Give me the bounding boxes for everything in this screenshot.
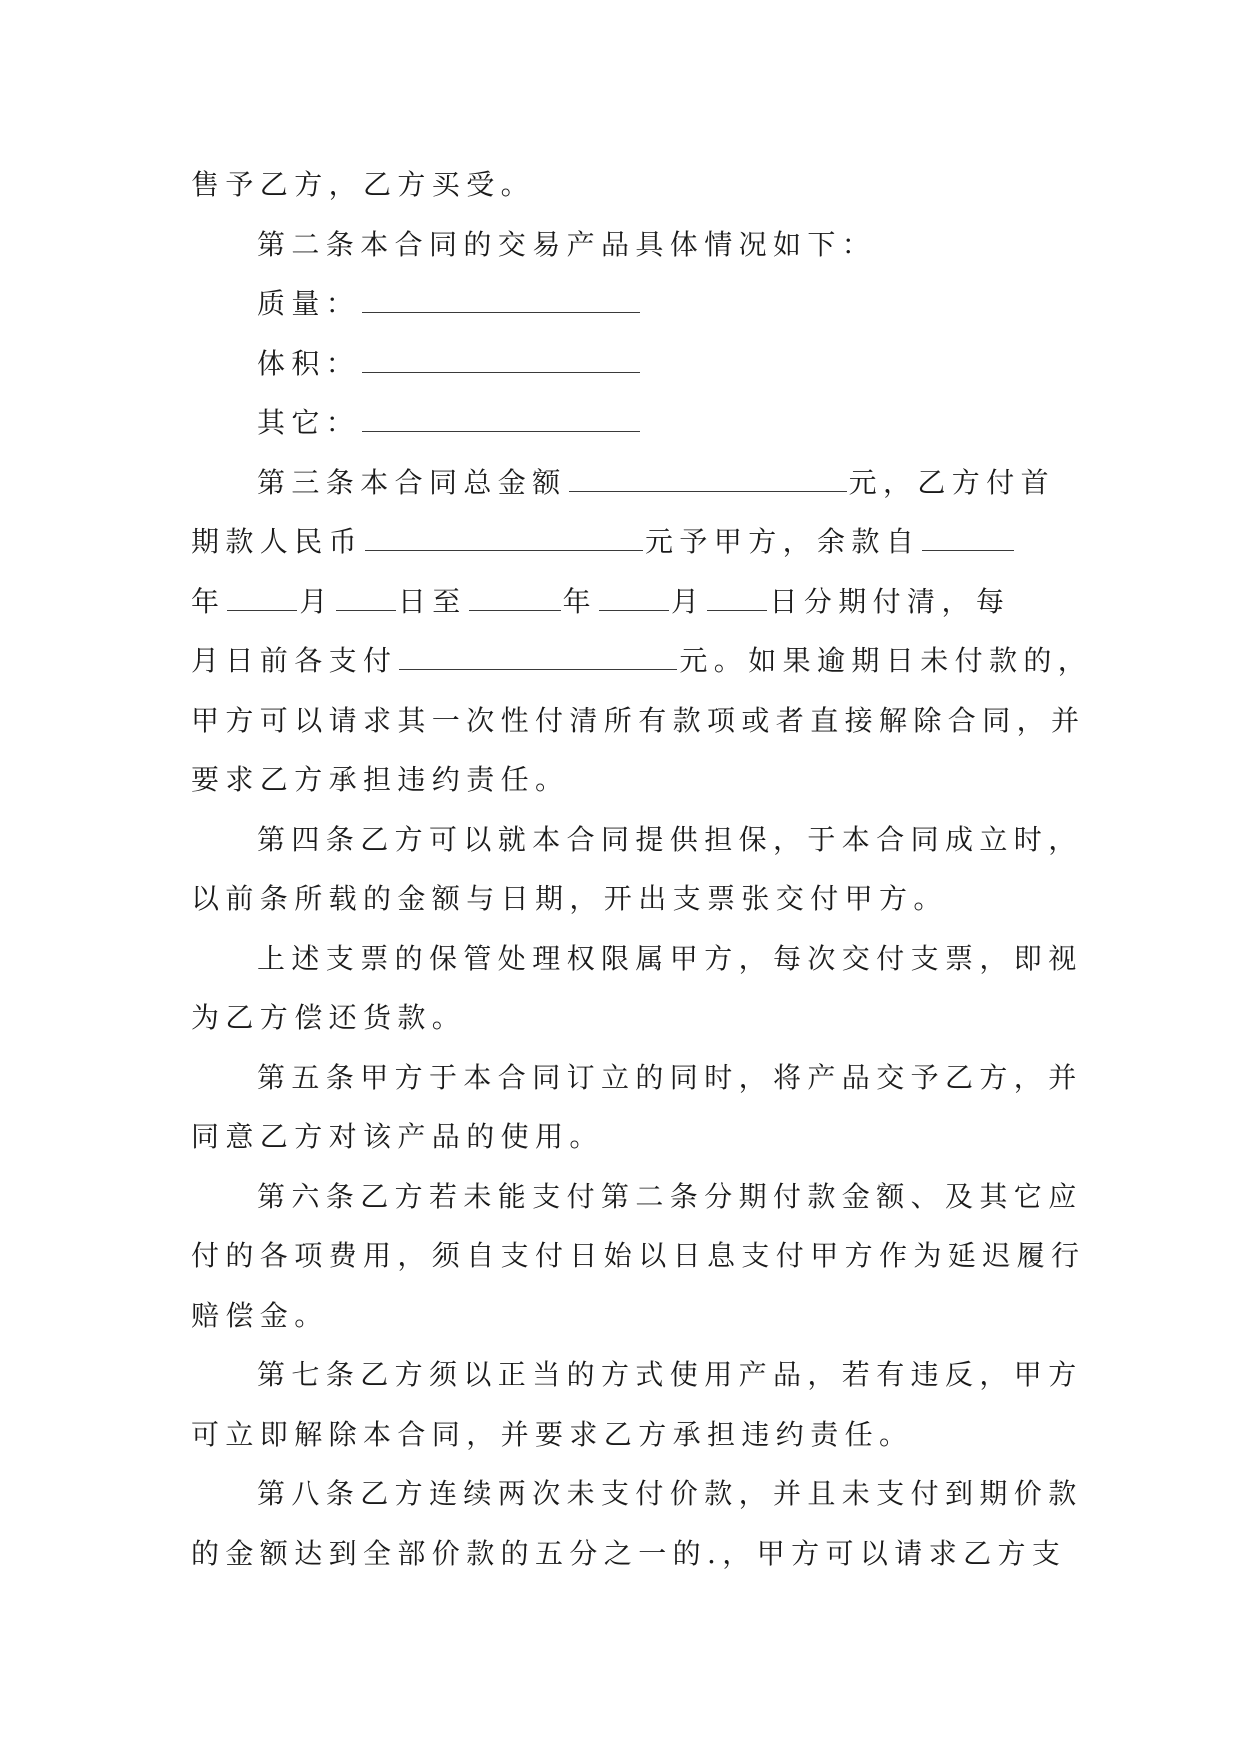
text: 元。如果逾期日未付款的， (679, 644, 1093, 677)
field-label: 其它： (257, 406, 361, 439)
text: 第四条乙方可以就本合同提供担保，于本合同成立时， (257, 822, 1083, 856)
clause-3-line-1 (191, 453, 1056, 513)
text-line (191, 1524, 1067, 1584)
fill-blank (362, 407, 640, 432)
text: 售予乙方，乙方买受。 (191, 168, 536, 201)
field-other (191, 393, 1051, 453)
fill-blank (469, 586, 561, 611)
clause-6-line-1 (191, 1167, 1083, 1227)
field-quality (191, 274, 1051, 334)
field-label: 体积： (257, 346, 361, 380)
text: 年 (191, 584, 226, 618)
text: 日至 (397, 584, 467, 618)
text: 为乙方偿还货款。 (191, 1001, 467, 1034)
text: 可立即解除本合同，并要求乙方承担违约责任。 (191, 1417, 914, 1451)
text-line (191, 1286, 1051, 1346)
text-line (191, 1405, 1051, 1465)
document-body (191, 155, 1093, 1583)
clause-3-line-4 (191, 631, 1093, 691)
text: 日分期付清，每 (769, 584, 1011, 618)
text: 期款人民币 (191, 525, 364, 558)
fill-blank (336, 586, 396, 611)
text: 第三条本合同总金额 (257, 465, 567, 499)
fill-blank (569, 467, 847, 492)
fill-blank (399, 645, 677, 670)
clause-2-heading (191, 215, 1051, 275)
paragraph-line (191, 929, 1083, 989)
fill-blank (599, 586, 669, 611)
clause-8-line-1 (191, 1464, 1083, 1524)
text: 以前条所载的金额与日期，开出支票张交付甲方。 (191, 882, 948, 915)
fill-blank (707, 586, 767, 611)
text: 元，乙方付首 (848, 465, 1056, 499)
text: 第八条乙方连续两次未支付价款，并且未支付到期价款 (257, 1477, 1083, 1510)
clause-3-line-2 (191, 512, 1051, 572)
text: 年 (562, 584, 598, 618)
fill-blank (365, 526, 643, 551)
fill-blank (362, 288, 640, 313)
text-line (191, 750, 1051, 810)
text: 第七条乙方须以正当的方式使用产品，若有违反，甲方 (257, 1358, 1083, 1391)
fill-blank (922, 526, 1014, 551)
text: 的金额达到全部价款的五分之一的.，甲方可以请求乙方支 (191, 1536, 1067, 1570)
clause-5-line-1 (191, 1048, 1083, 1108)
clause-4-line-1 (191, 810, 1083, 870)
field-label: 质量： (257, 287, 361, 320)
fill-blank (362, 348, 640, 373)
text-line (191, 155, 1051, 215)
text: 第六条乙方若未能支付第二条分期付款金额、及其它应 (257, 1179, 1083, 1213)
text: 元予甲方，余款自 (645, 525, 921, 558)
field-volume (191, 334, 1051, 394)
text: 付的各项费用，须自支付日始以日息支付甲方作为延迟履行 (191, 1239, 1086, 1272)
text: 要求乙方承担违约责任。 (191, 763, 570, 796)
text: 月 (671, 584, 706, 618)
text-line (191, 691, 1086, 751)
text: 月日前各支付 (191, 644, 398, 677)
text-line (191, 1226, 1086, 1286)
clause-7-line-1 (191, 1345, 1083, 1405)
clause-3-line-3 (191, 572, 1051, 632)
text-line (191, 988, 1051, 1048)
text: 同意乙方对该产品的使用。 (191, 1120, 604, 1153)
text: 月 (299, 584, 334, 618)
text: 第二条本合同的交易产品具体情况如下： (257, 227, 877, 261)
fill-blank (227, 586, 297, 611)
text-line (191, 1107, 1051, 1167)
text: 甲方可以请求其一次性付清所有款项或者直接解除合同，并 (191, 703, 1086, 737)
text: 第五条甲方于本合同订立的同时，将产品交予乙方，并 (257, 1060, 1083, 1094)
text: 上述支票的保管处理权限属甲方，每次交付支票，即视 (257, 941, 1083, 975)
text-line (191, 869, 1051, 929)
text: 赔偿金。 (191, 1298, 329, 1332)
